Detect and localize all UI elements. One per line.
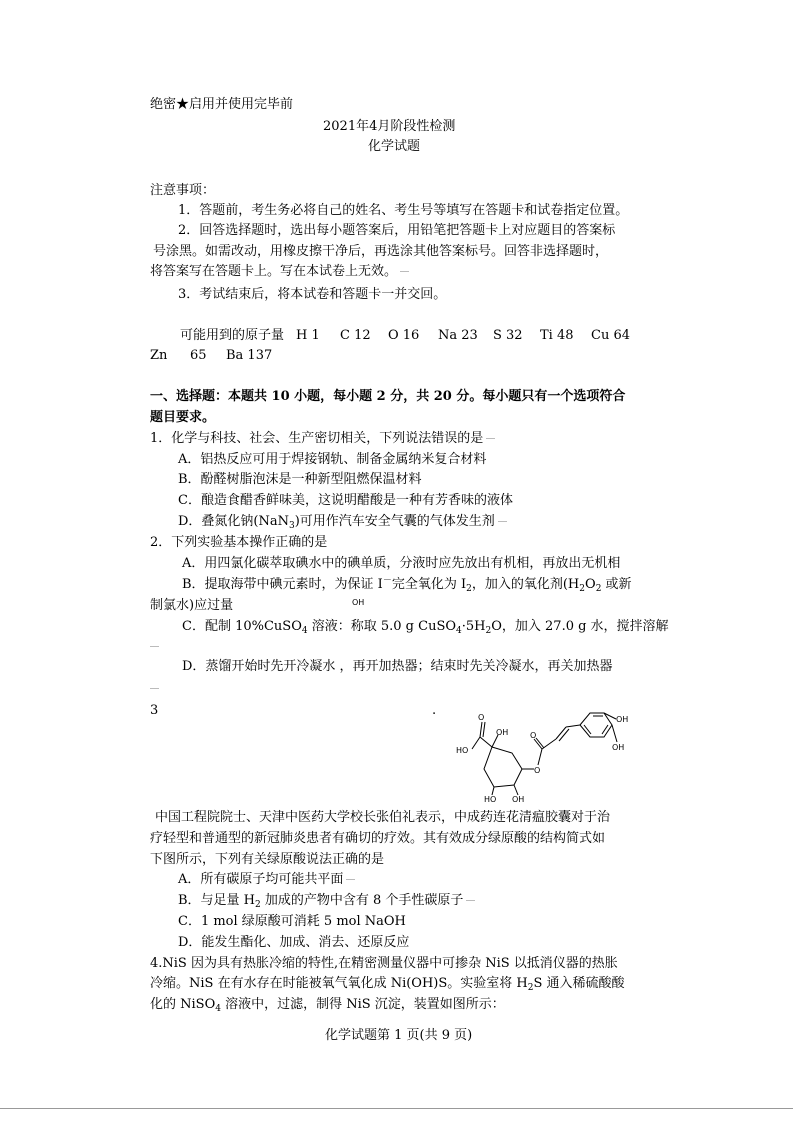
atomic-mass-ba: Ba 137 [226, 348, 273, 363]
atomic-mass-o: O 16 [388, 328, 420, 343]
molecule-label: OH [512, 795, 525, 804]
notice-item-1: 1．答题前，考生务必将自己的姓名、考生号等填写在答题卡和试卷指定位置。 [178, 203, 629, 218]
molecule-label: HO [456, 746, 469, 755]
q1-option-b: B．酚醛树脂泡沫是一种新型阻燃保温材料 [178, 472, 422, 487]
exam-title: 2021年4月阶段性检测 [323, 119, 456, 134]
molecule-label: OH [616, 715, 629, 724]
q4-line-1: 4.NiS 因为具有热胀冷缩的特性,在精密测量仪器中可掺杂 NiS 以抵消仪器的热胀 [150, 956, 618, 971]
notice-item-2c: 将答案写在答题卡上。写在本试卷上无效。 [150, 263, 409, 281]
atomic-mass-c: C 12 [340, 328, 371, 343]
notice-item-2a: 2．回答选择题时，选出每小题答案后，用铅笔把答题卡上对应题目的答案标 [178, 223, 616, 238]
notice-item-3: 3．考试结束后，将本试卷和答题卡一并交回。 [178, 287, 447, 302]
atomic-mass-ti: Ti 48 [540, 328, 574, 343]
q4-line-2: 冷缩。NiS 在有水存在时能被氧气氧化成 Ni(OH)S。实验室将 $H_2S$ 通入稀硫酸酸 [150, 976, 625, 993]
atomic-mass-h: H 1 [296, 328, 320, 343]
stray-mark [150, 688, 159, 689]
atomic-mass-na: Na 23 [438, 328, 478, 343]
q3-stem-line-2: 疗轻型和普通型的新冠肺炎患者有确切的疗效。其有效成分绿原酸的结构简式如 [150, 831, 606, 846]
q1-option-c: C．酿造食醋香鲜味美，这说明醋酸是一种有芳香味的液体 [178, 493, 513, 508]
stray-mark [150, 646, 159, 647]
q2-option-b-cont: 制氯水)应过量 [150, 598, 234, 613]
q2-option-a: A．用四氯化碳萃取碘水中的碘单质，分液时应先放出有机相，再放出无机相 [182, 556, 621, 571]
q2-option-c: C．配制 10%CuSO$_4$ 溶液：称取 5.0 g $CuSO_4\cdot 5H_2O$，加入 27.0 g 水，搅拌溶解 [182, 619, 669, 636]
q2-option-d: D．蒸馏开始时先开冷凝水 ，再开加热器；结束时先关冷凝水，再关加热器 [182, 659, 613, 674]
q3-dot: . [432, 703, 437, 718]
atomic-mass-zn-symbol: Zn [150, 348, 168, 363]
q3-stem-line-1: 中国工程院院士、天津中医药大学校长张伯礼表示，中成药连花清瘟胶囊对于治 [155, 810, 611, 825]
q2-option-b: B．提取海带中碘元素时，为保证 I－完全氧化为 $I_2$，加入的氧化剂($H_2O_2$ 或新 [182, 576, 632, 594]
q1-option-d: D．叠氮化钠(NaN$_3$)可用作汽车安全气囊的气体发生剂 [178, 513, 507, 531]
atomic-mass-zn-value: 65 [190, 348, 207, 363]
q1-stem: 1．化学与科技、社会、生产密切相关，下列说法错误的是 [150, 430, 495, 448]
atomic-mass-cu: Cu 64 [591, 328, 630, 343]
section-1-heading-cont: 题目要求。 [150, 410, 216, 425]
atomic-mass-label: 可能用到的原子量 [180, 328, 285, 343]
molecule-label: HO [484, 795, 497, 804]
q3-option-b: B．与足量 $H_2$ 加成的产物中含有 8 个手性碳原子 [178, 892, 475, 910]
bottom-divider [0, 1108, 793, 1109]
q3-option-a: A．所有碳原子均可能共平面 [178, 871, 355, 889]
notice-item-2b: 号涂黑。如需改动，用橡皮擦干净后，再选涂其他答案标号。回答非选择题时， [153, 244, 609, 259]
notice-heading: 注意事项： [150, 183, 216, 198]
q1-option-a: A．铝热反应可用于焊接钢轨、制备金属纳米复合材料 [178, 452, 487, 467]
molecule-label: O [534, 766, 541, 775]
page-footer: 化学试题第 1 页(共 9 页) [325, 1028, 473, 1043]
exam-subject: 化学试题 [368, 139, 421, 154]
q4-line-3: 化的 NiSO$_4$ 溶液中，过滤，制得 NiS 沉淀，装置如图所示： [150, 997, 505, 1014]
molecule-label: OH [612, 743, 625, 752]
q3-option-d: D．能发生酯化、加成、消去、还原反应 [178, 935, 410, 950]
molecule-label: O [478, 713, 485, 722]
q3-number: 3 [150, 703, 159, 718]
q2-stem: 2．下列实验基本操作正确的是 [150, 535, 328, 550]
confidential-label: 绝密★启用并使用完毕前 [150, 97, 294, 112]
molecule-label: OH [352, 598, 365, 607]
section-1-heading: 一、选择题：本题共 10 小题，每小题 2 分，共 20 分。每小题只有一个选项符合 [150, 389, 626, 404]
molecule-label: O [530, 731, 537, 740]
atomic-mass-s: S 32 [493, 328, 523, 343]
q3-option-c: C．1 mol 绿原酸可消耗 5 mol NaOH [178, 914, 406, 929]
q3-stem-line-3: 下图所示，下列有关绿原酸说法正确的是 [150, 852, 385, 867]
molecule-label: OH [496, 728, 509, 737]
